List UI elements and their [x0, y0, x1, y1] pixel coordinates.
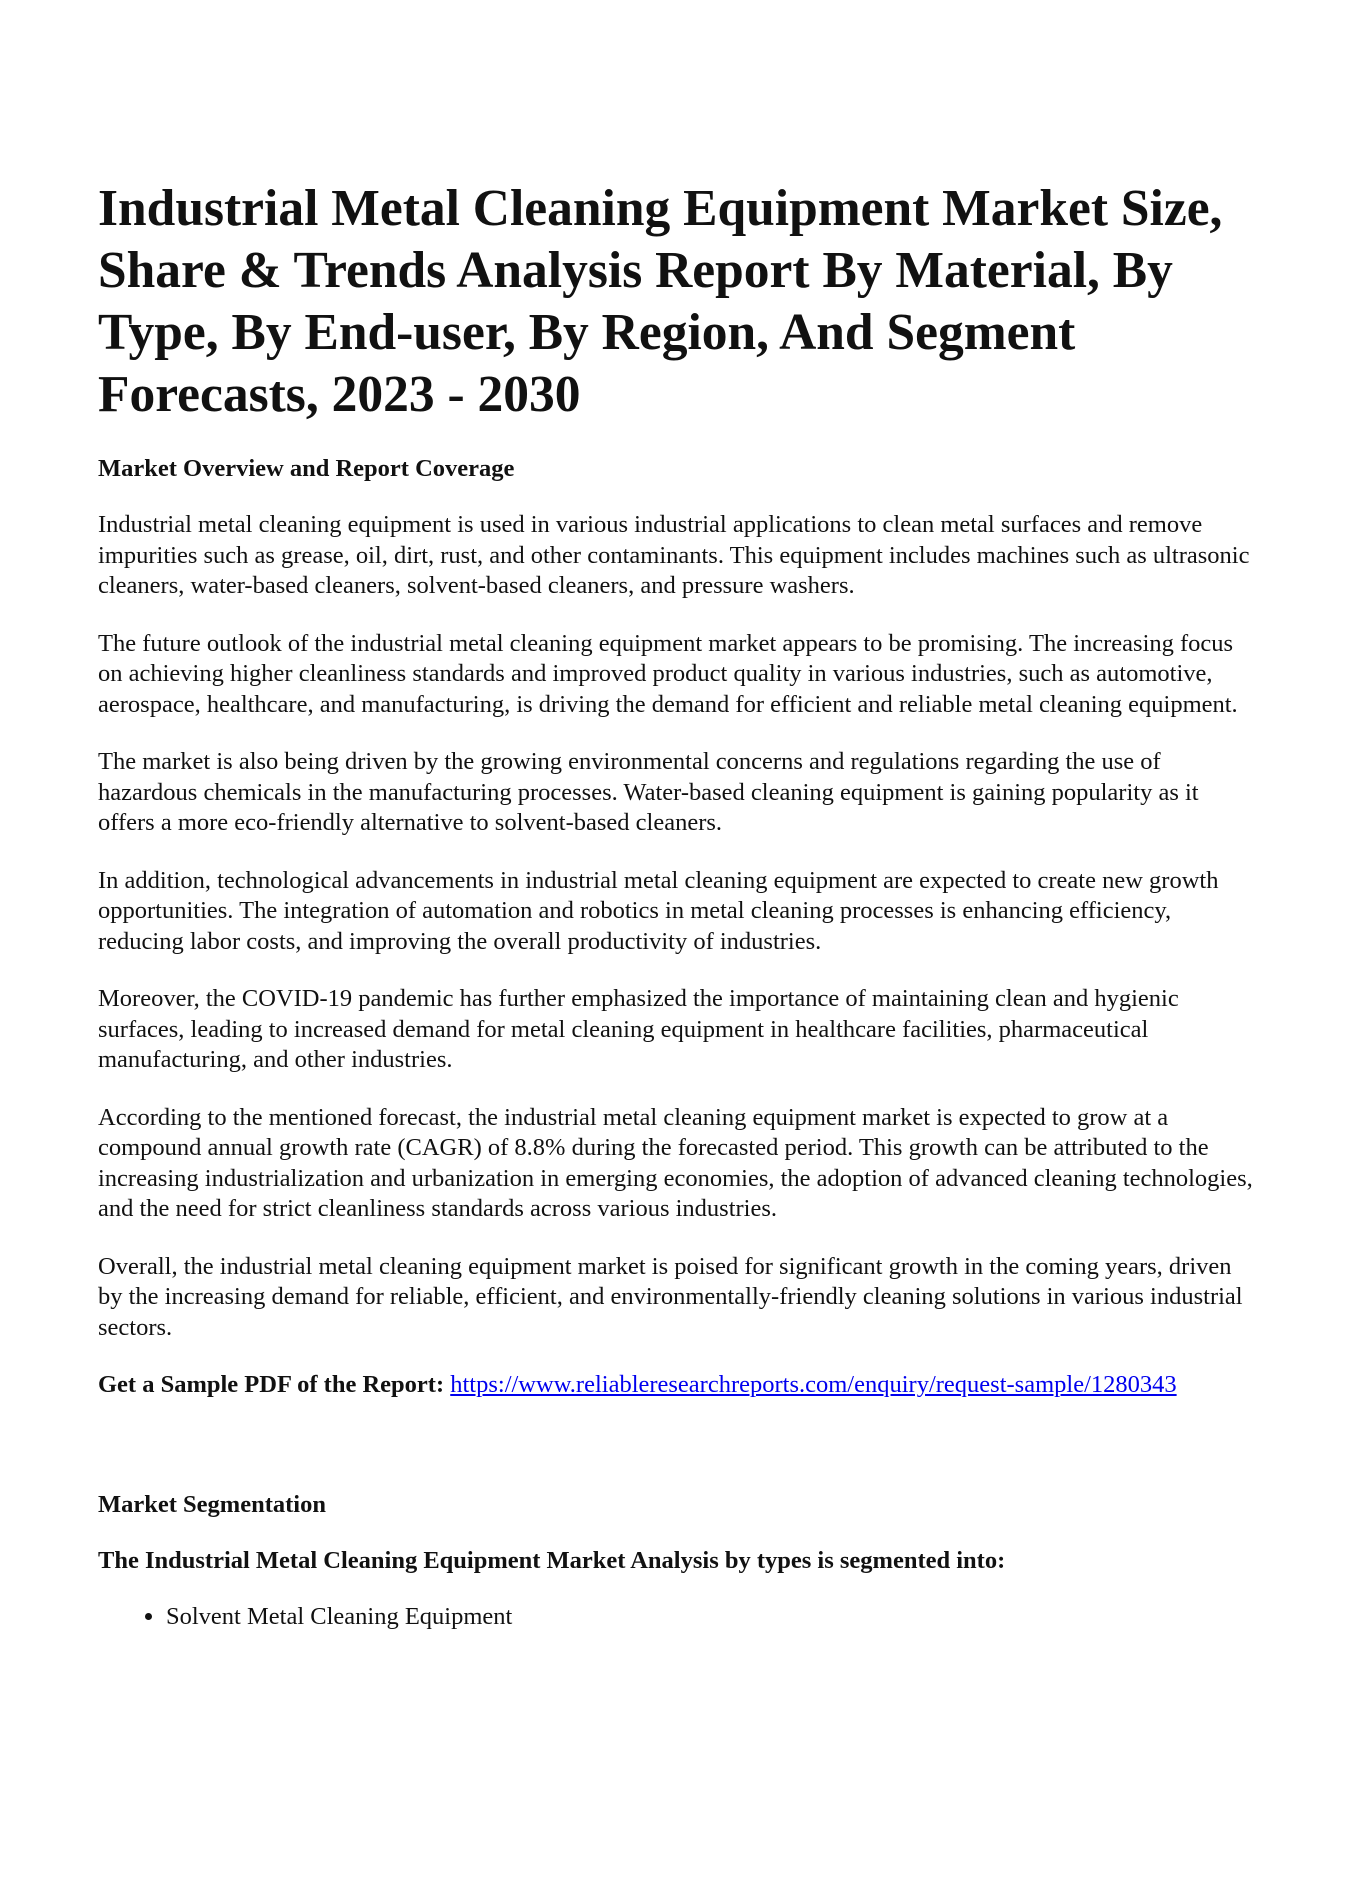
paragraph-overall: Overall, the industrial metal cleaning equipment market is poised for significant growth in the coming years, driven by the increasing demand for reliable, efficient, and environmentally-friendly cleaning solutions in various industrial sectors.: [98, 1252, 1243, 1341]
paragraph-definition: Industrial metal cleaning equipment is used in various industrial applications to clean metal surfaces and remove impurities such as grease, oil, dirt, rust, and other contaminants. This equipment includes machines such as ultrasonic cleaners, water-based cleaners, solvent-based cleaners, and pressure washers.: [98, 511, 1250, 599]
paragraph-outlook: The future outlook of the industrial metal cleaning equipment market appears to be promising. The increasing focus on achieving higher cleanliness standards and improved product quality in various industries, such as automotive, aerospace, healthcare, and manufacturing, is driving the demand for efficient and reliable metal cleaning equipment.: [98, 629, 1238, 718]
spacer: [98, 1428, 1258, 1490]
sample-pdf-line: [98, 1370, 1258, 1401]
document-title: Industrial Metal Cleaning Equipment Market Size, Share & Trends Analysis Report By Material, By Type, By End-user, By Region, And Segment Forecasts, 2023 - 2030: [98, 180, 1223, 423]
sample-pdf-label: Get a Sample PDF of the Report:: [98, 1371, 445, 1398]
overview-heading: Market Overview and Report Coverage: [98, 455, 515, 482]
paragraph-covid: Moreover, the COVID-19 pandemic has further emphasized the importance of maintaining clean and hygienic surfaces, leading to increased demand for metal cleaning equipment in healthcare facilities, pharmaceutical manufacturing, and other industries.: [98, 985, 1179, 1073]
document-page: [98, 178, 1258, 1632]
sample-pdf-link[interactable]: https://www.reliableresearchreports.com/enquiry/request-sample/1280343: [450, 1371, 1177, 1398]
types-heading: The Industrial Metal Cleaning Equipment Market Analysis by types is segmented into:: [98, 1546, 1006, 1574]
types-list-item: • Solvent Metal Cleaning Equipment: [166, 1602, 1258, 1632]
paragraph-forecast: According to the mentioned forecast, the industrial metal cleaning equipment market is expected to grow at a compound annual growth rate (CAGR) of 8.8% during the forecasted period. This growth can be attributed to the increasing industrialization and urbanization in emerging economies, the adoption of advanced cleaning technologies, and the need for strict cleanliness standards across various industries.: [98, 1103, 1253, 1222]
segmentation-heading: Market Segmentation: [98, 1490, 326, 1518]
paragraph-environmental: The market is also being driven by the growing environmental concerns and regulations regarding the use of hazardous chemicals in the manufacturing processes. Water-based cleaning equipment is gaining popularity as it offers a more eco-friendly alternative to solvent-based cleaners.: [98, 748, 1199, 836]
types-list: [98, 1602, 1258, 1632]
paragraph-technology: In addition, technological advancements in industrial metal cleaning equipment are expected to create new growth opportunities. The integration of automation and robotics in metal cleaning processes is enhancing efficiency, reducing labor costs, and improving the overall productivity of industries.: [98, 866, 1219, 955]
